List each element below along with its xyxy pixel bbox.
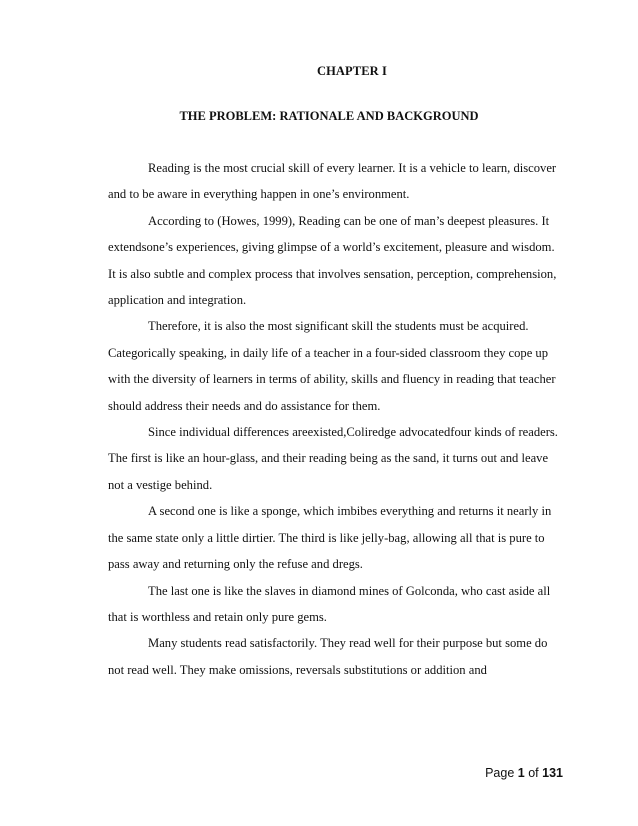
of-label: of (528, 766, 539, 780)
total-pages-number: 131 (542, 766, 563, 780)
paragraph: Since individual differences areexisted,Coliredge advocatedfour kinds of readers. The first is like an hour-glass, and their reading being as the sand, it turns out and leave not a vestige behind. (108, 425, 558, 492)
paragraph: Many students read satisfactorily. They read well for their purpose but some do not read well. They make omissions, reversals substitutions or addition and (108, 636, 548, 677)
body-text (108, 155, 563, 683)
paragraph: Therefore, it is also the most significant skill the students must be acquired. Categorically speaking, in daily life of a teacher in a four-sided classroom they cope up with the diversity of learners in terms of ability, skills and fluency in reading that teacher should address their needs and do assistance for them. (108, 319, 556, 413)
paragraph: A second one is like a sponge, which imbibes everything and returns it nearly in the same state only a little dirtier. The third is like jelly-bag, allowing all that is pure to pass away and returning only the refuse and dregs. (108, 504, 552, 572)
chapter-heading: CHAPTER I (316, 64, 387, 78)
paragraph: Reading is the most crucial skill of every learner. It is a vehicle to learn, discover and to be aware in everything happen in one’s environment. (108, 161, 557, 202)
current-page-number: 1 (517, 766, 525, 780)
paragraph: The last one is like the slaves in diamond mines of Golconda, who cast aside all that is worthless and retain only pure gems. (108, 583, 551, 624)
page-number-footer (485, 766, 563, 780)
chapter-title: THE PROBLEM: RATIONALE AND BACKGROUND (179, 109, 479, 123)
page-label: Page (485, 766, 515, 780)
paragraph: According to (Howes, 1999), Reading can be one of man’s deepest pleasures. It extendsone’s experiences, giving glimpse of a world’s excitement, pleasure and wisdom. It is also subtle and complex process that involves sensation, perception, comprehension, application and integration. (108, 213, 557, 308)
